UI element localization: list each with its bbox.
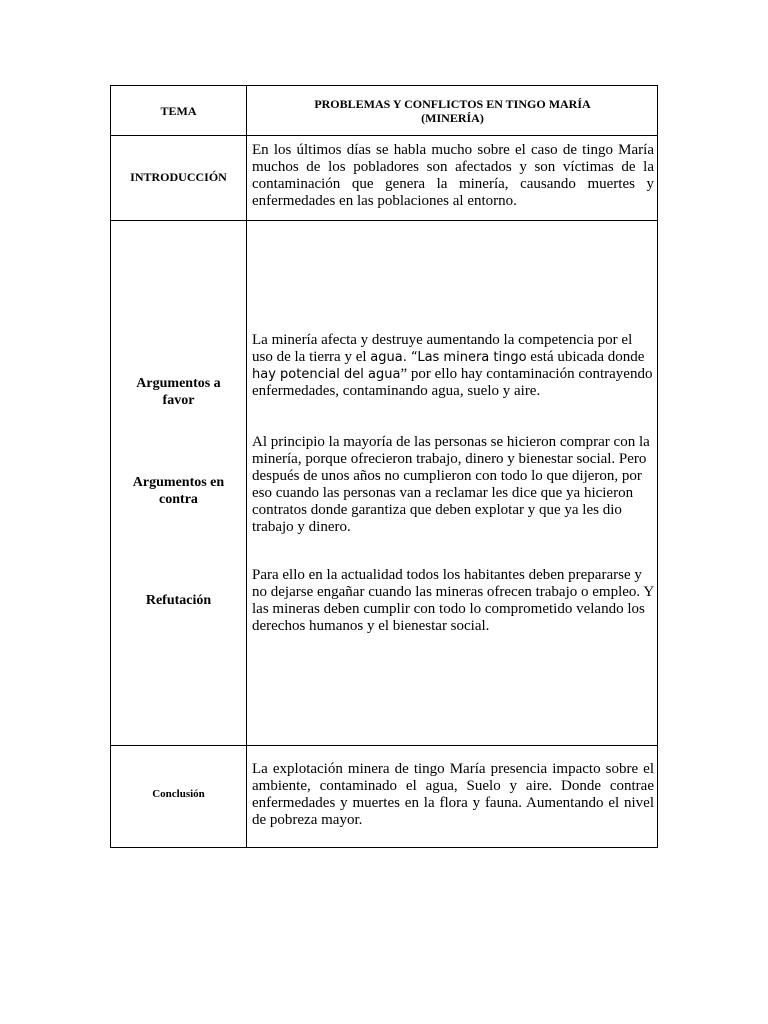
introduccion-label-cell: [111, 136, 247, 220]
row-conclusion: [111, 746, 657, 847]
refutacion-text: Para ello en la actualidad todos los habitantes deben prepararse y no dejarse engañar cuando las mineras ofrecen trabajo o empleo. Y las mineras deben cumplir con todo lo comprometido velando los derechos humanos y el bienestar social.: [252, 567, 654, 634]
refutacion-label: Refutación: [145, 593, 212, 608]
conclusion-text: La explotación minera de tingo María presencia impacto sobre el ambiente, contaminado el agua, Suelo y aire. Donde contrae enfermedades y muertes en la flora y fauna. Aumentando el nivel de pobreza mayor.: [252, 761, 654, 828]
argumentos-text-cell: [248, 221, 657, 745]
row-tema: [111, 86, 657, 136]
tema-label-cell: [111, 86, 247, 135]
conclusion-text-cell: [248, 746, 657, 847]
tema-title-cell: [248, 86, 657, 135]
debate-table: [110, 85, 658, 848]
introduccion-text: En los últimos días se habla mucho sobre el caso de tingo María muchos de los pobladores son afectados y son víctimas de la contaminación que genera la minería, causando muertes y enfermedades en las poblaciones al entorno.: [252, 142, 654, 209]
tema-label: TEMA: [160, 104, 197, 118]
argumentos-contra-text: Al principio la mayoría de las personas se hicieron comprar con la minería, porque ofrecieron trabajo, dinero y bienestar social. Pero después de unos años no cumplieron con todo lo que dijeron, por eso cuando las personas van a reclamar les dice que ya hicieron contratos donde garantiza que deben explotar y que ya les dio trabajo y dinero.: [252, 434, 650, 535]
argumentos-label-cell: [111, 221, 247, 745]
argumentos-favor-label: Argumentos a favor: [136, 376, 221, 408]
tema-title-line1: PROBLEMAS Y CONFLICTOS EN TINGO MARÍA: [314, 97, 591, 111]
conclusion-label: Conclusión: [152, 788, 205, 800]
conclusion-label-cell: [111, 746, 247, 847]
tema-title: [248, 97, 657, 125]
row-argumentos: [111, 221, 657, 746]
row-introduccion: [111, 136, 657, 221]
tema-title-line2: (MINERÍA): [421, 111, 484, 125]
argumentos-contra-label: Argumentos en contra: [132, 475, 225, 507]
introduccion-label: INTRODUCCIÓN: [130, 170, 227, 184]
introduccion-text-cell: [248, 136, 657, 220]
argumentos-favor-text: La minería afecta y destruye aumentando la competencia por el uso de la tierra y el agua. “Las minera tingo está ubicada donde hay potencial del agua” por ello hay contaminación contrayendo enfermedades, contaminando agua, suelo y aire.: [252, 332, 653, 399]
